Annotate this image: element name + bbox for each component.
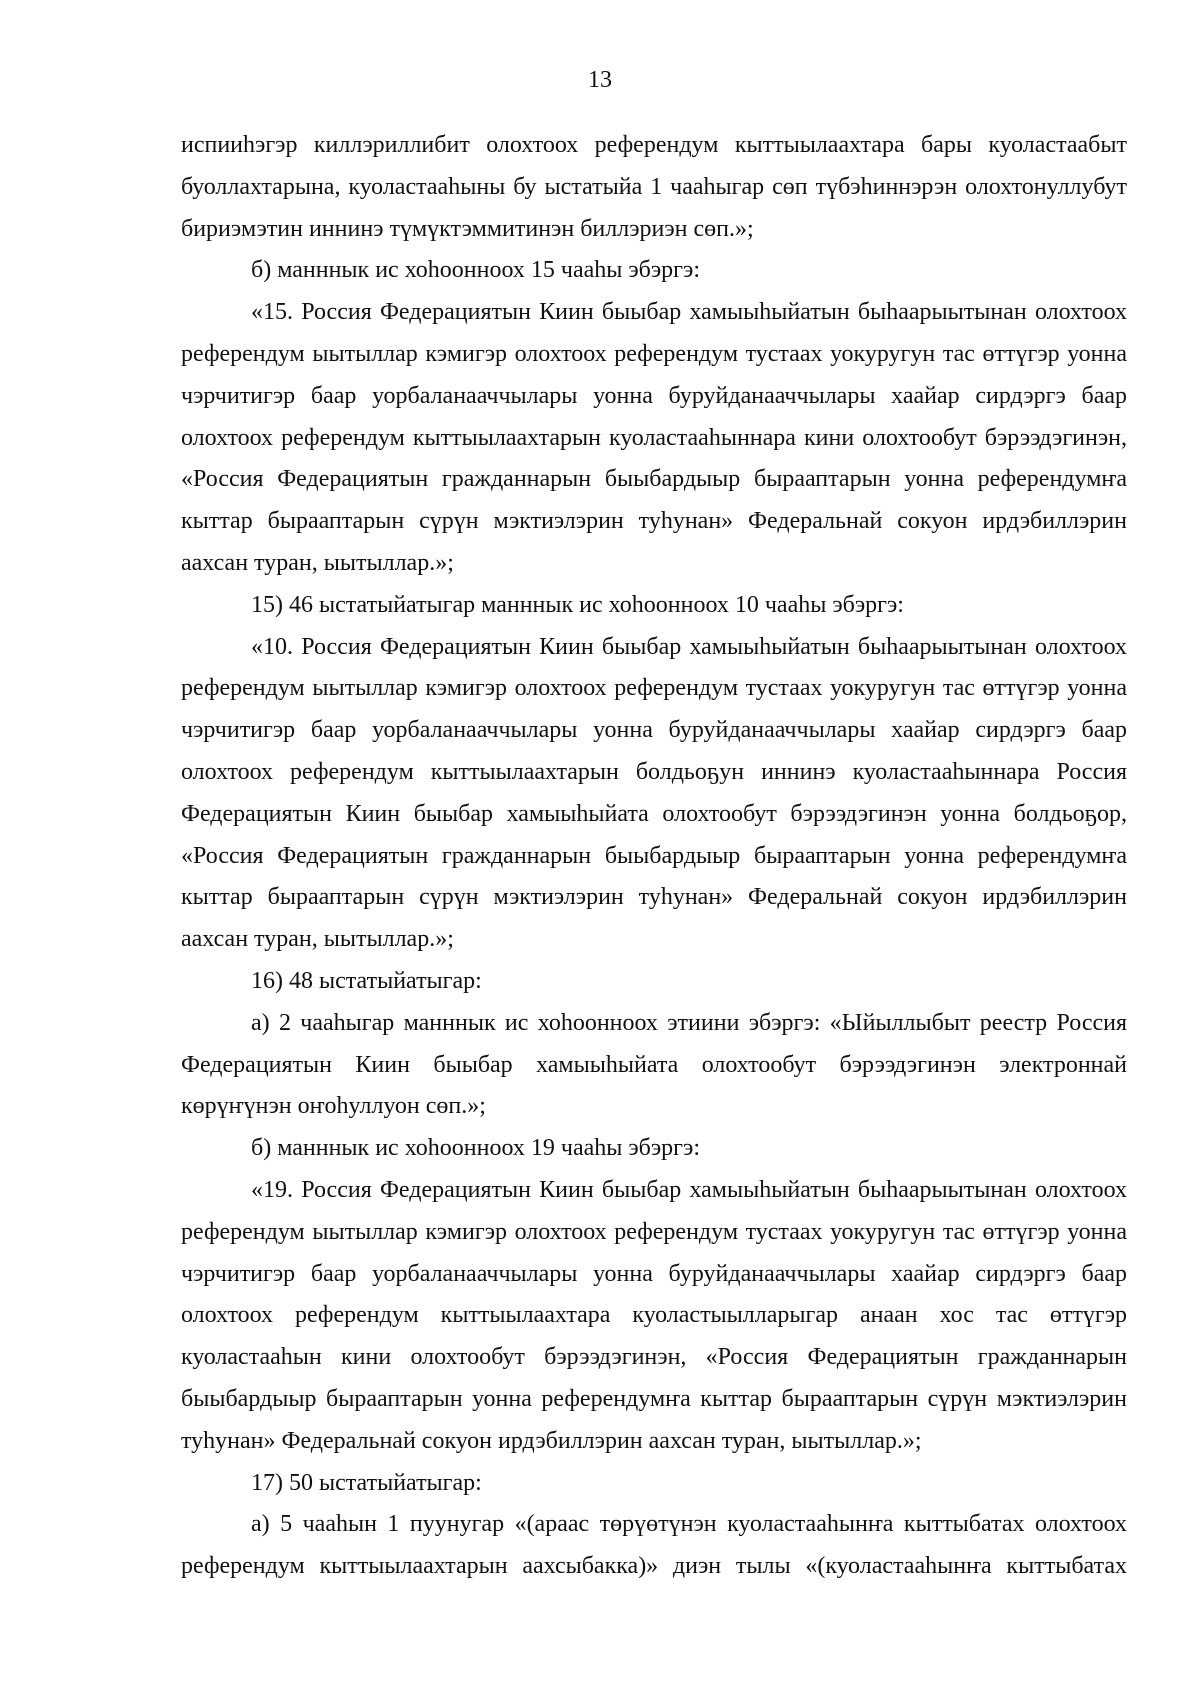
paragraph-quote-10: «10. Россия Федерациятын Киин быыбар хамыыhыйатын быhаарыытынан олохтоох референдум ыытыллар кэмигэр олохтоох референдум тустаах уокуругун тас өттүгэр уонна чэрчитигэр баар уорбаланааччылары уонна буруйданааччылары хаайар сирдэргэ баар олохтоох референдум кыттыылаахтарын болдьоҕун иннинэ куоластааhыннара Россия Федерациятын Киин быыбар хамыыhыйата олохтообут бэрээдэгинэн уонна болдьоҕор, «Россия Федерациятын гражданнарын быыбардыыр бырааптарын уонна референдумҥа кыттар бырааптарын сүрүн мэктиэлэрин туhунан» Федеральнай сокуон ирдэбиллэрин аахсан туран, ыытыллар.»; bbox=[181, 633, 1127, 953]
paragraph-item-17-article-50: 17) 50 ыстатыйатыгар: bbox=[251, 1469, 482, 1496]
paragraph-item-16-article-48: 16) 48 ыстатыйатыгар: bbox=[251, 967, 482, 994]
paragraph-item-b-15: б) манннык ис хоhоонноох 15 чааhы эбэргэ: bbox=[251, 257, 700, 284]
paragraph-quote-15: «15. Россия Федерациятын Киин быыбар хамыыhыйатын быhаарыытынан олохтоох референдум ыытыллар кэмигэр олохтоох референдум тустаах уокуругун тас өттүгэр уонна чэрчитигэр баар уорбаланааччылары уонна буруйданааччылары хаайар сирдэргэ баар олохтоох референдум кыттыылаахтарын куоластааhыннара кини олохтообут бэрээдэгинэн, «Россия Федерациятын гражданнарын быыбардыыр бырааптарын уонна референдумҥа кыттар бырааптарын сүрүн мэктиэлэрин туhунан» Федеральнай сокуон ирдэбиллэрин аахсан туран, ыытыллар.»; bbox=[181, 299, 1127, 576]
document-body bbox=[181, 125, 1127, 1588]
paragraph-item-a-part-2: а) 2 чааhыгар манннык ис хоhоонноох этиини эбэргэ: «Ыйыллыбыт реестр Россия Федерациятын Киин быыбар хамыыhыйата олохтообут бэрээдэгинэн электроннай көрүҥүнэн оҥоhуллуон сөп.»; bbox=[181, 1009, 1127, 1120]
page-number: 13 bbox=[588, 67, 612, 93]
paragraph-continuation: испииhэгэр киллэриллибит олохтоох референдум кыттыылаахтара бары куоластаабыт буоллахтарына, куоластааhыны бу ыстатыйа 1 чааhыгар сөп түбэhиннэрэн олохтонуллубут бириэмэтин иннинэ түмүктэммитинэн биллэриэн сөп.»; bbox=[181, 132, 1127, 242]
paragraph-item-15-article-46: 15) 46 ыстатыйатыгар манннык ис хоhоонноох 10 чааhы эбэргэ: bbox=[251, 591, 904, 618]
paragraph-item-b-19: б) манннык ис хоhоонноох 19 чааhы эбэргэ: bbox=[251, 1135, 700, 1162]
paragraph-quote-19: «19. Россия Федерациятын Киин быыбар хамыыhыйатын быhаарыытынан олохтоох референдум ыытыллар кэмигэр олохтоох референдум тустаах уокуругун тас өттүгэр уонна чэрчитигэр баар уорбаланааччылары уонна буруйданааччылары хаайар сирдэргэ баар олохтоох референдум кыттыылаахтара куоластыылларыгар анаан хос тас өттүгэр куоластааhын кини олохтообут бэрээдэгинэн, «Россия Федерациятын гражданнарын быыбардыыр бырааптарын уонна референдумҥа кыттар бырааптарын сүрүн мэктиэлэрин туhунан» Федеральнай сокуон ирдэбиллэрин аахсан туран, ыытыллар.»; bbox=[181, 1176, 1127, 1454]
paragraph-item-a-part-5: а) 5 чааhын 1 пуунугар «(араас төрүөтүнэн куоластааhынҥа кыттыбатах олохтоох референдум кыттыылаахтарын аахсыбакка)» диэн тылы «(куоластааhынҥа кыттыбатах bbox=[181, 1511, 1127, 1580]
